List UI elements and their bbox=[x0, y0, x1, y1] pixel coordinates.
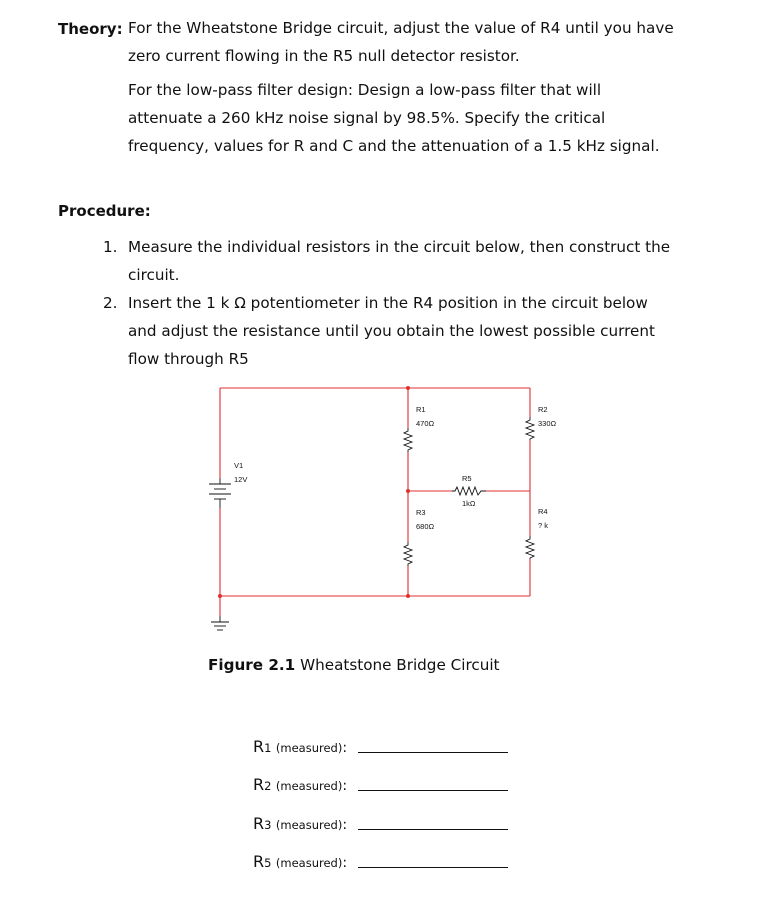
measurement-r3-blank[interactable] bbox=[358, 829, 508, 830]
procedure-item-2-line-1: Insert the 1 k Ω potentiometer in the R4 position in the circuit below bbox=[128, 294, 648, 312]
measurement-r5-label bbox=[253, 852, 347, 871]
lowpass-line-1: For the low-pass filter design: Design a low-pass filter that will bbox=[128, 81, 602, 99]
measurement-r1-blank[interactable] bbox=[358, 752, 508, 753]
procedure-item-2-number: 2. bbox=[103, 294, 118, 312]
node-mid-left bbox=[406, 489, 410, 493]
measurement-r2-suffix: (measured) bbox=[275, 779, 343, 793]
resistor-r2-symbol bbox=[526, 417, 534, 440]
measurement-r1-colon: : bbox=[342, 740, 348, 756]
circuit-nodes bbox=[218, 386, 410, 598]
measurement-r5-symbol: R bbox=[253, 852, 265, 871]
r1-value: 470Ω bbox=[416, 419, 435, 428]
circuit-labels bbox=[234, 405, 557, 531]
procedure-item-1-number: 1. bbox=[103, 238, 118, 256]
node-top-middle bbox=[406, 386, 410, 390]
procedure-item-1-line-2: circuit. bbox=[128, 266, 180, 284]
measurement-r3-symbol: R bbox=[253, 814, 265, 833]
measurement-r5-colon: : bbox=[342, 855, 348, 871]
procedure-item-1-line-1: Measure the individual resistors in the circuit below, then construct the bbox=[128, 238, 671, 256]
circuit-components bbox=[209, 417, 534, 630]
measurement-r1-subscript: 1 bbox=[264, 741, 272, 755]
resistor-r1-symbol bbox=[404, 428, 412, 452]
procedure-item-2-line-3: flow through R5 bbox=[128, 350, 249, 368]
v1-name: V1 bbox=[234, 461, 244, 470]
theory-line-1: For the Wheatstone Bridge circuit, adjust the value of R4 until you have bbox=[128, 19, 674, 37]
ground-symbol bbox=[211, 616, 229, 630]
measurement-r3-label bbox=[253, 814, 347, 833]
lowpass-line-3: frequency, values for R and C and the attenuation of a 1.5 kHz signal. bbox=[128, 137, 660, 155]
r3-value: 680Ω bbox=[416, 522, 435, 531]
r4-value: ? k bbox=[538, 521, 549, 530]
measurement-r2-subscript: 2 bbox=[264, 779, 272, 793]
r5-value: 1kΩ bbox=[462, 499, 476, 508]
figure-number: Figure 2.1 bbox=[208, 656, 296, 674]
circuit-wires bbox=[220, 388, 530, 616]
r2-value: 330Ω bbox=[538, 419, 557, 428]
theory-line-2: zero current flowing in the R5 null detector resistor. bbox=[128, 47, 520, 65]
measurement-r1-symbol: R bbox=[253, 737, 265, 756]
measurement-r5-blank[interactable] bbox=[358, 867, 508, 868]
measurement-r2-label bbox=[253, 775, 347, 794]
procedure-label: Procedure: bbox=[58, 202, 151, 220]
r1-name: R1 bbox=[416, 405, 426, 414]
measurement-r2-blank[interactable] bbox=[358, 790, 508, 791]
r3-name: R3 bbox=[416, 508, 426, 517]
r5-name: R5 bbox=[462, 474, 472, 483]
r4-name: R4 bbox=[538, 507, 548, 516]
procedure-item-2-line-2: and adjust the resistance until you obtain the lowest possible current bbox=[128, 322, 655, 340]
measurement-r5-subscript: 5 bbox=[264, 856, 272, 870]
measurement-r2-colon: : bbox=[342, 778, 348, 794]
measurement-r2-symbol: R bbox=[253, 775, 265, 794]
theory-label: Theory: bbox=[58, 20, 123, 38]
measurement-r1-suffix: (measured) bbox=[275, 741, 343, 755]
measurement-r3-suffix: (measured) bbox=[275, 818, 343, 832]
measurement-r1-label bbox=[253, 737, 347, 756]
resistor-r3-symbol bbox=[404, 542, 412, 566]
measurement-r3-subscript: 3 bbox=[264, 818, 272, 832]
node-bottom-middle bbox=[406, 594, 410, 598]
figure-caption bbox=[208, 656, 500, 674]
battery-symbol bbox=[209, 478, 231, 508]
r2-name: R2 bbox=[538, 405, 548, 414]
measurement-r3-colon: : bbox=[342, 817, 348, 833]
lowpass-line-2: attenuate a 260 kHz noise signal by 98.5%. Specify the critical bbox=[128, 109, 606, 127]
resistor-r5-symbol bbox=[452, 487, 486, 495]
resistor-r4-symbol bbox=[526, 536, 534, 559]
figure-title: Wheatstone Bridge Circuit bbox=[300, 656, 500, 674]
measurement-r5-suffix: (measured) bbox=[275, 856, 343, 870]
node-bottom-left bbox=[218, 594, 222, 598]
v1-value: 12V bbox=[234, 475, 248, 484]
